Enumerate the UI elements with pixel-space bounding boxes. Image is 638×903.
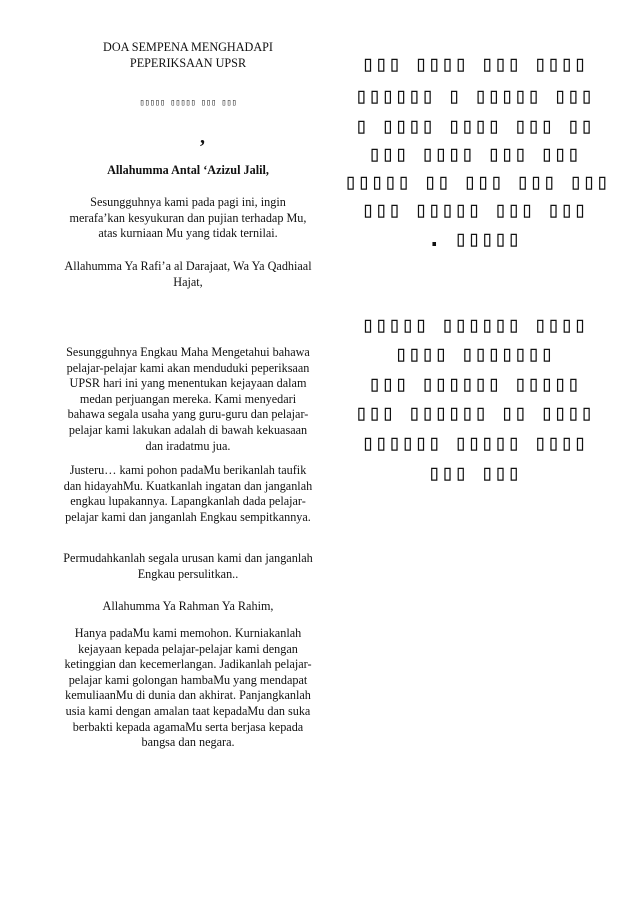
glyph-line: ▯▯▯ ▯▯▯▯▯▯ ▯▯ ▯▯▯▯ (354, 401, 594, 426)
invocation-rahman: Allahumma Ya Rahman Ya Rahim, (102, 599, 274, 613)
paragraph-permudahkan: Permudahkanlah segala urusan kami dan janganlah Engkau persulitkan.. (63, 551, 313, 581)
comma-mark: , (200, 126, 205, 148)
invocation-antal-aziz: Allahumma Antal ‘Azizul Jalil, (107, 163, 269, 177)
paragraph-justeru: Justeru… kami pohon padaMu berikanlah taufik dan hidayahMu. Kuatkanlah ingatan dan janganlah engkau lupakannya. Lapangkanlah dada pelajar-pelajar kami dan janganlah Engkau sempitkannya. (63, 463, 313, 524)
glyph-line: ▯▯▯▯ ▯▯▯▯▯▯▯ (394, 342, 554, 367)
paragraph-upsr: Sesungguhnya Engkau Maha Mengetahui bahawa pelajar-pelajar kami akan menduduki peperiksaan UPSR hari ini yang menentukan kejayaan dalam medan perjuangan mereka. Kami menyedari bahawa segala usaha yang guru-guru dan pelajar-pelajar kami lakukan adalah di bawah kekuasaan dan iradatmu jua. (66, 345, 310, 453)
glyph-line: ▯▯▯▯▯▯ ▯ ▯▯▯▯▯ ▯▯▯ (354, 84, 594, 109)
glyph-line: ▯▯▯▯▯▯ ▯▯▯▯▯ ▯▯▯▯ (361, 431, 587, 456)
unrendered-glyph-line: ▯▯▯▯▯ ▯▯▯▯▯ ▯▯▯ ▯▯▯ (139, 98, 237, 108)
paragraph-syukur: Sesungguhnya kami pada pagi ini, ingin merafa’kan kesyukuran dan pujian terhadap Mu, atas kurniaan Mu yang tidak ternilai. (69, 195, 307, 241)
invocation-rafia: Allahumma Ya Rafi’a al Darajaat, Wa Ya Qadhiaal Hajat, (64, 259, 312, 289)
glyph-line: ▯ ▯▯▯▯ ▯▯▯▯ ▯▯▯ ▯▯ (354, 114, 594, 139)
glyph-line: ▯▯▯ ▯▯▯ (427, 461, 521, 486)
glyph-line: ▯▯▯ ▯▯▯▯ ▯▯▯ ▯▯▯ (368, 142, 580, 167)
glyph-line: ▯▯▯▯▯ ▯▯ ▯▯▯ ▯▯▯ ▯▯▯ (344, 170, 609, 195)
doc-title-line2: PEPERIKSAAN UPSR (129, 56, 247, 70)
glyph-line: ▯▯▯ ▯▯▯▯▯ ▯▯▯ ▯▯▯ (361, 198, 587, 223)
paragraph-hanya-padamu: Hanya padaMu kami memohon. Kurniakanlah kejayaan kepada pelajar-pelajar kami dengan ketinggian dan kecemerlangan. Jadikanlah pelajar-pelajar kami golongan hambaMu yang mendapat kemuliaanMu di dunia dan akhirat. Panjangkanlah usia kami dengan amalan taat kepadaMu dan suka berbakti kepada agamaMu serta berjasa kepada bangsa dan negara. (64, 626, 312, 750)
glyph-line: ▯▯▯▯▯ ▯▯▯▯▯▯ ▯▯▯▯ (361, 313, 587, 338)
glyph-line: . ▯▯▯▯▯ (427, 227, 521, 252)
doc-title-line1: DOA SEMPENA MENGHADAPI (103, 40, 273, 54)
glyph-line: ▯▯▯ ▯▯▯▯ ▯▯▯ ▯▯▯▯ (361, 52, 587, 77)
glyph-line: ▯▯▯ ▯▯▯▯▯▯ ▯▯▯▯▯ (368, 372, 580, 397)
